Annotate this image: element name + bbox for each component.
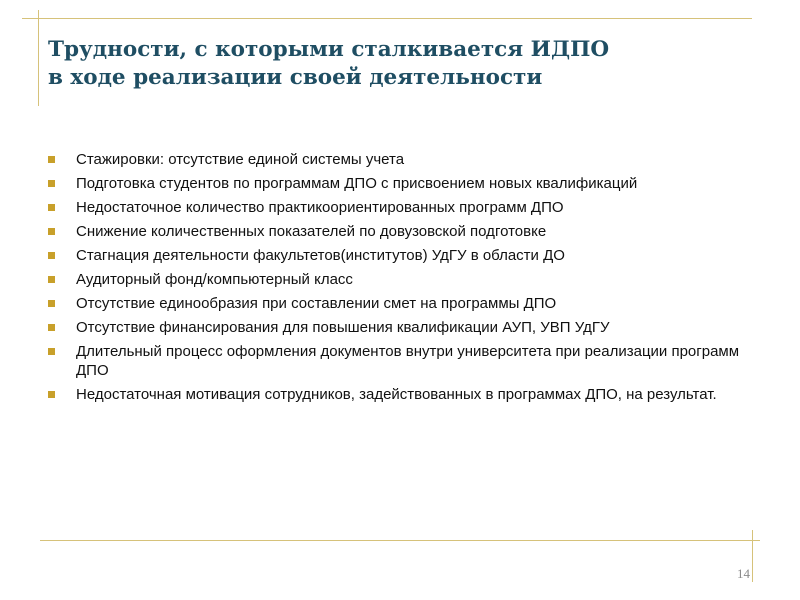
square-bullet-icon xyxy=(48,276,55,283)
bullet-item xyxy=(48,150,760,169)
bullet-item xyxy=(48,222,760,241)
square-bullet-icon xyxy=(48,204,55,211)
bullet-text: Стагнация деятельности факультетов(институтов) УдГУ в области ДО xyxy=(76,247,565,264)
page-number: 14 xyxy=(737,566,750,581)
square-bullet-icon xyxy=(48,252,55,259)
bullet-item xyxy=(48,198,760,217)
square-bullet-icon xyxy=(48,300,55,307)
bullet-item xyxy=(48,318,760,337)
square-bullet-icon xyxy=(48,348,55,355)
slide-title xyxy=(48,36,768,92)
square-bullet-icon xyxy=(48,391,55,398)
bullet-item xyxy=(48,342,760,380)
bullet-text: Аудиторный фонд/компьютерный класс xyxy=(76,271,353,288)
bullet-item xyxy=(48,270,760,289)
slide-title-line-1: Трудности, с которыми сталкивается ИДПО xyxy=(48,37,610,62)
bullet-text: Длительный процесс оформления документов внутри университета при реализации программ ДПО xyxy=(76,343,740,379)
bullet-text: Отсутствие финансирования для повышения квалификации АУП, УВП УдГУ xyxy=(76,319,610,336)
slide-title-line-2: в ходе реализации своей деятельности xyxy=(48,65,543,90)
square-bullet-icon xyxy=(48,180,55,187)
square-bullet-icon xyxy=(48,324,55,331)
square-bullet-icon xyxy=(48,156,55,163)
bullet-text: Снижение количественных показателей по довузовской подготовке xyxy=(76,223,547,240)
bullet-item xyxy=(48,385,760,404)
bottom-vertical-rule xyxy=(752,530,753,582)
top-horizontal-rule xyxy=(22,18,752,19)
bullet-item xyxy=(48,246,760,265)
bullet-item xyxy=(48,294,760,313)
bottom-horizontal-rule xyxy=(40,540,760,541)
bullet-text: Недостаточное количество практикоориентированных программ ДПО xyxy=(76,199,564,216)
bullet-text: Стажировки: отсутствие единой системы учета xyxy=(76,151,405,168)
square-bullet-icon xyxy=(48,228,55,235)
bullet-item xyxy=(48,174,760,193)
bullet-list xyxy=(48,150,760,409)
bullet-text: Отсутствие единообразия при составлении смет на программы ДПО xyxy=(76,295,557,312)
top-vertical-rule xyxy=(38,10,39,106)
bullet-text: Подготовка студентов по программам ДПО с присвоением новых квалификаций xyxy=(76,175,638,192)
bullet-text: Недостаточная мотивация сотрудников, задействованных в программах ДПО, на результат. xyxy=(76,386,717,403)
